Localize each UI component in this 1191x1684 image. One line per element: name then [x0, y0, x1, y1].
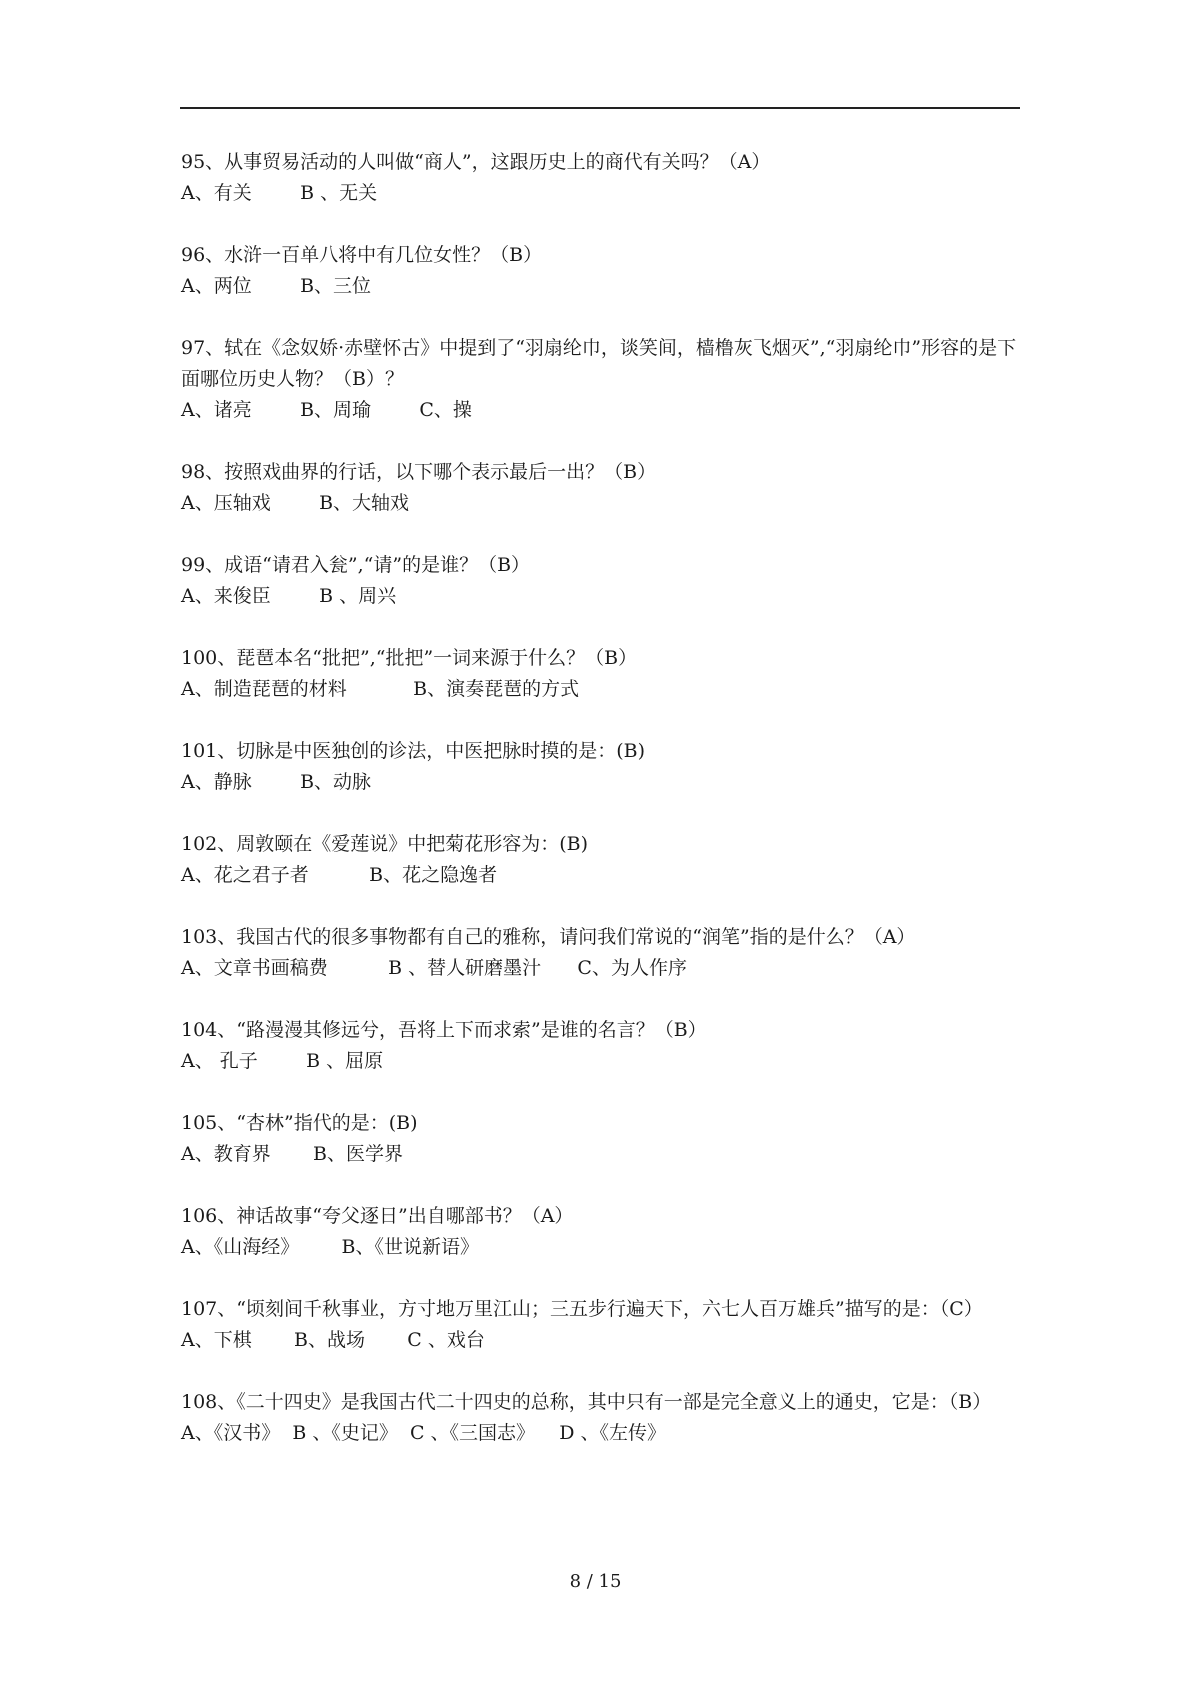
option-d: D 、《左传》 [559, 1422, 666, 1444]
option-a: A、诸亮 [181, 399, 252, 421]
option-b: B 、周兴 [319, 585, 397, 607]
question-options [181, 1046, 1021, 1077]
question-options [181, 767, 1021, 798]
option-b: B 、无关 [300, 182, 378, 204]
question-96 [181, 240, 1021, 302]
option-a: A、 孔子 [181, 1050, 258, 1072]
question-103 [181, 922, 1021, 984]
option-b: B 、替人研磨墨汁 [388, 957, 542, 979]
option-b: B、大轴戏 [319, 492, 410, 514]
option-a: A、下棋 [181, 1329, 252, 1351]
question-text: 98、按照戏曲界的行话，以下哪个表示最后一出？（B） [181, 461, 657, 483]
option-a: A、静脉 [181, 771, 252, 793]
question-options [181, 1232, 1021, 1263]
option-a: A、《山海经》 [181, 1236, 300, 1258]
question-text: 107、“顷刻间千秋事业，方寸地万里江山；三五步行遍天下，六七人百万雄兵”描写的是：（C） [181, 1298, 983, 1320]
question-text: 99、成语“请君入瓮”,“请”的是谁？（B） [181, 554, 531, 576]
question-options [181, 953, 1021, 984]
question-text: 96、水浒一百单八将中有几位女性？（B） [181, 244, 543, 266]
page-number: 8 / 15 [569, 1571, 622, 1592]
question-text: 106、神话故事“夸父逐日”出自哪部书？（A） [181, 1205, 574, 1227]
question-options [181, 1418, 1021, 1449]
question-text: 102、周敦颐在《爱莲说》中把菊花形容为：(B) [181, 833, 589, 855]
option-c: C、为人作序 [577, 957, 687, 979]
option-b: B、花之隐逸者 [369, 864, 498, 886]
question-options [181, 488, 1021, 519]
question-108 [181, 1387, 1021, 1449]
question-95 [181, 147, 1021, 209]
option-c: C 、戏台 [407, 1329, 485, 1351]
header-rule [180, 107, 1020, 109]
option-a: A、有关 [181, 182, 252, 204]
question-text: 104、“路漫漫其修远兮，吾将上下而求索”是谁的名言？（B） [181, 1019, 707, 1041]
option-b: B、战场 [294, 1329, 365, 1351]
option-b: B 、《史记》 [292, 1422, 398, 1444]
question-options [181, 271, 1021, 302]
question-options [181, 674, 1021, 705]
option-b: B、《世说新语》 [341, 1236, 479, 1258]
question-98 [181, 457, 1021, 519]
quiz-content [181, 147, 1021, 1480]
option-c: C 、《三国志》 [409, 1422, 536, 1444]
question-99 [181, 550, 1021, 612]
question-options [181, 1325, 1021, 1356]
question-text: 97、轼在《念奴娇·赤壁怀古》中提到了“羽扇纶巾，谈笑间，樯橹灰飞烟灭”,“羽扇纶巾”形容的是下面哪位历史人物？（B）？ [181, 337, 1017, 390]
option-a: A、花之君子者 [181, 864, 309, 886]
option-b: B、周瑜 [300, 399, 372, 421]
question-104 [181, 1015, 1021, 1077]
question-text: 103、我国古代的很多事物都有自己的雅称，请问我们常说的“润笔”指的是什么？（A） [181, 926, 916, 948]
question-text: 105、“杏林”指代的是：(B) [181, 1112, 418, 1134]
option-a: A、《汉书》 [181, 1422, 281, 1444]
option-b: B、动脉 [300, 771, 372, 793]
question-text: 95、从事贸易活动的人叫做“商人”，这跟历史上的商代有关吗？（A） [181, 151, 771, 173]
question-text: 108、《二十四史》是我国古代二十四史的总称，其中只有一部是完全意义上的通史，它是：（B） [181, 1391, 992, 1413]
option-b: B 、屈原 [306, 1050, 384, 1072]
option-c: C、操 [419, 399, 472, 421]
question-options [181, 178, 1021, 209]
question-97 [181, 333, 1021, 426]
option-b: B、演奏琵琶的方式 [413, 678, 580, 700]
option-a: A、教育界 [181, 1143, 271, 1165]
question-options [181, 395, 1021, 426]
question-107 [181, 1294, 1021, 1356]
option-a: A、来俊臣 [181, 585, 271, 607]
option-a: A、压轴戏 [181, 492, 271, 514]
question-102 [181, 829, 1021, 891]
question-text: 101、切脉是中医独创的诊法，中医把脉时摸的是：(B) [181, 740, 646, 762]
question-options [181, 581, 1021, 612]
question-options [181, 1139, 1021, 1170]
option-a: A、制造琵琶的材料 [181, 678, 347, 700]
option-a: A、两位 [181, 275, 252, 297]
question-101 [181, 736, 1021, 798]
question-text: 100、琵琶本名“批把”,“批把”一词来源于什么？（B） [181, 647, 638, 669]
question-100 [181, 643, 1021, 705]
option-b: B、三位 [300, 275, 372, 297]
question-options [181, 860, 1021, 891]
option-a: A、文章书画稿费 [181, 957, 328, 979]
question-106 [181, 1201, 1021, 1263]
option-b: B、医学界 [313, 1143, 403, 1165]
question-105 [181, 1108, 1021, 1170]
